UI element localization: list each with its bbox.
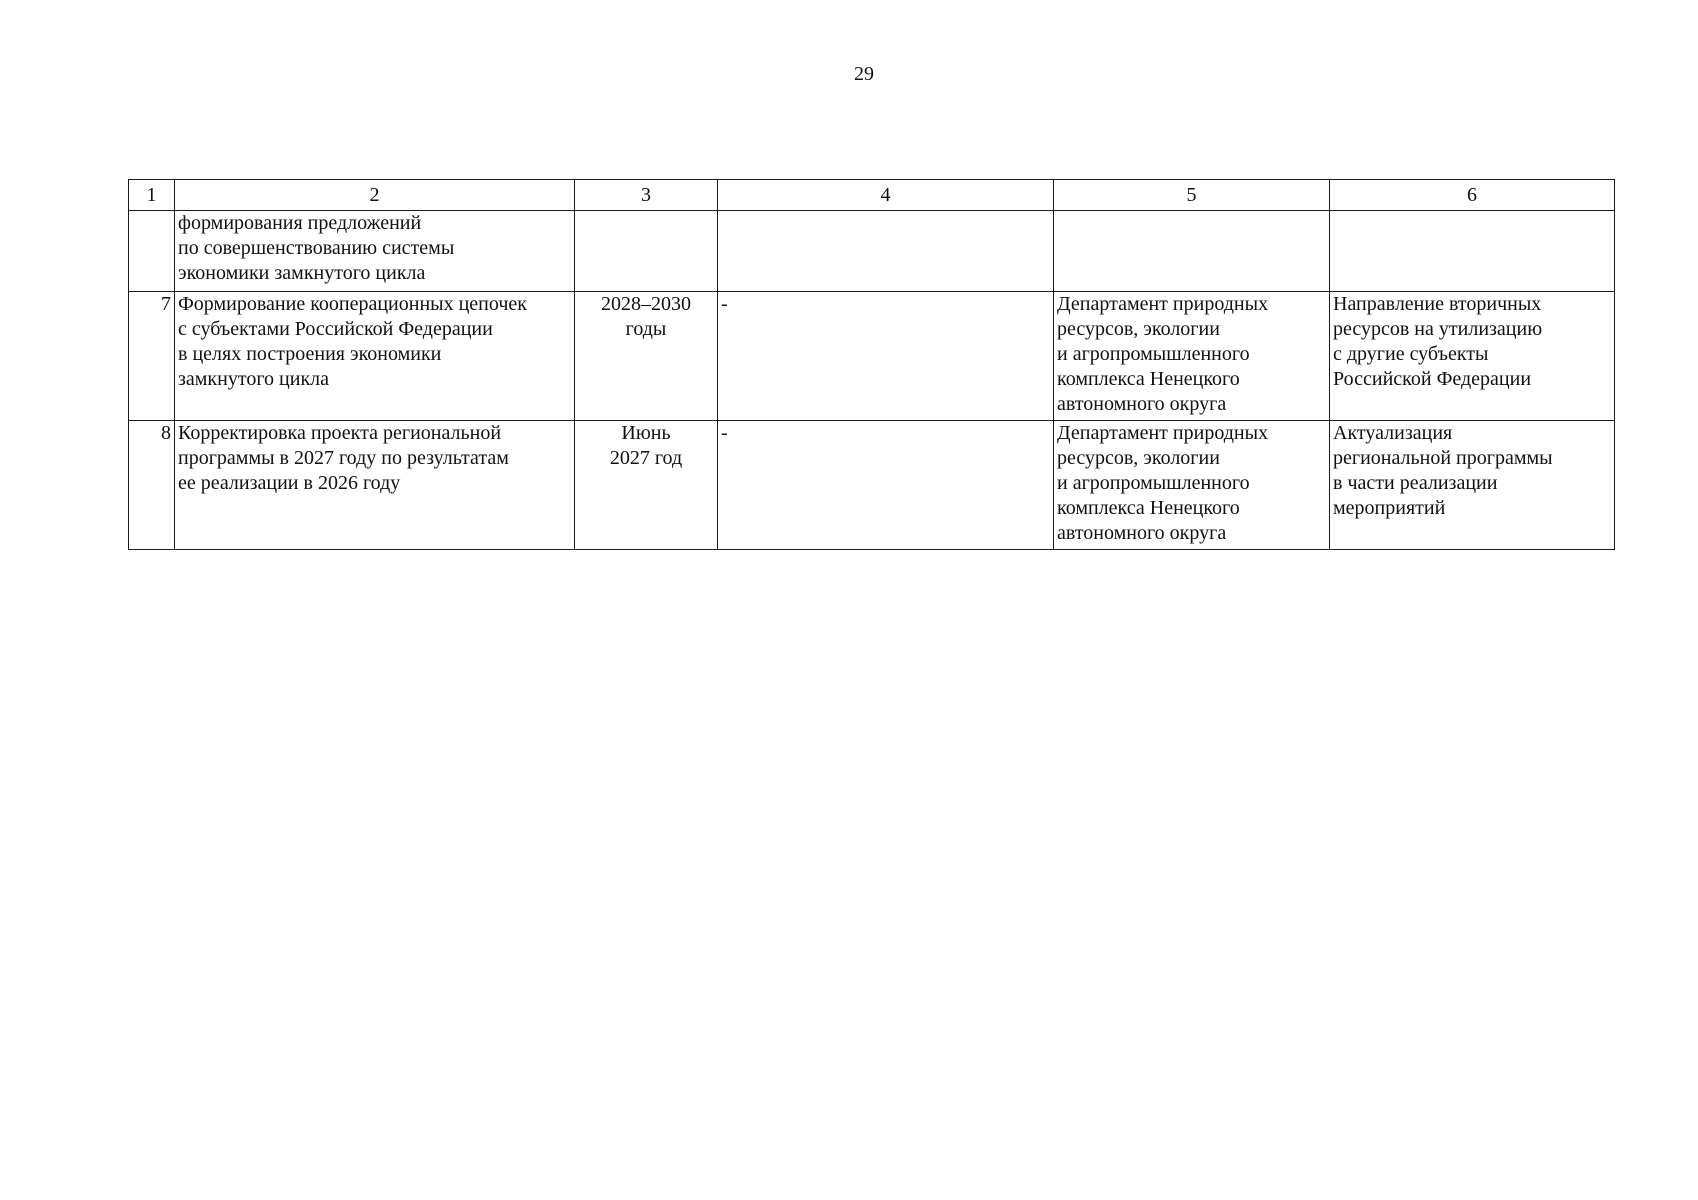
col4-cell (718, 211, 1054, 292)
term-cell (575, 211, 718, 292)
measure-cell (175, 421, 575, 550)
row-number (129, 211, 175, 292)
measure-cell (175, 211, 575, 292)
header-cell-2: 2 (175, 180, 575, 211)
result-line: Российской Федерации (1333, 368, 1532, 390)
col4-cell: - (718, 421, 1054, 550)
result-line: мероприятий (1333, 497, 1446, 519)
term-cell (575, 292, 718, 421)
result-line: Актуализация (1333, 422, 1453, 444)
measure-line: формирования предложений (178, 212, 422, 234)
result-line: с другие субъекты (1333, 343, 1489, 365)
result-cell (1330, 421, 1615, 550)
responsible-line: и агропромышленного (1057, 472, 1250, 494)
responsible-line: Департамент природных (1057, 422, 1269, 444)
responsible-line: ресурсов, экологии (1057, 447, 1220, 469)
result-line: ресурсов на утилизацию (1333, 318, 1543, 340)
measure-line: ее реализации в 2026 году (178, 472, 401, 494)
table-row (129, 211, 1615, 292)
responsible-cell (1054, 211, 1330, 292)
responsible-cell (1054, 421, 1330, 550)
responsible-line: автономного округа (1057, 522, 1227, 544)
responsible-line: Департамент природных (1057, 293, 1269, 315)
measure-line: Корректировка проекта региональной (178, 422, 502, 444)
responsible-line: комплекса Ненецкого (1057, 497, 1240, 519)
header-cell-3: 3 (575, 180, 718, 211)
term-line: годы (625, 318, 667, 340)
term-cell (575, 421, 718, 550)
result-line: региональной программы (1333, 447, 1553, 469)
measures-table (128, 179, 1615, 550)
result-cell (1330, 292, 1615, 421)
header-cell-1: 1 (129, 180, 175, 211)
measure-line: Формирование кооперационных цепочек (178, 293, 528, 315)
header-cell-6: 6 (1330, 180, 1615, 211)
header-cell-4: 4 (718, 180, 1054, 211)
measure-cell (175, 292, 575, 421)
responsible-line: автономного округа (1057, 393, 1227, 415)
table-row (129, 421, 1615, 550)
measure-line: в целях построения экономики (178, 343, 442, 365)
measure-line: с субъектами Российской Федерации (178, 318, 493, 340)
result-line: в части реализации (1333, 472, 1498, 494)
responsible-line: комплекса Ненецкого (1057, 368, 1240, 390)
result-cell (1330, 211, 1615, 292)
measure-line: экономики замкнутого цикла (178, 262, 426, 284)
measure-line: по совершенствованию системы (178, 237, 455, 259)
measure-line: программы в 2027 году по результатам (178, 447, 509, 469)
responsible-line: и агропромышленного (1057, 343, 1250, 365)
row-number: 8 (129, 421, 175, 550)
result-line: Направление вторичных (1333, 293, 1542, 315)
header-cell-5: 5 (1054, 180, 1330, 211)
term-line: Июнь (621, 422, 671, 444)
term-line: 2027 год (609, 447, 683, 469)
measure-line: замкнутого цикла (178, 368, 330, 390)
col4-cell: - (718, 292, 1054, 421)
responsible-line: ресурсов, экологии (1057, 318, 1220, 340)
table-row (129, 292, 1615, 421)
table-header-row (129, 180, 1615, 211)
row-number: 7 (129, 292, 175, 421)
responsible-cell (1054, 292, 1330, 421)
term-line: 2028–2030 (601, 293, 691, 315)
page-number: 29 (854, 63, 874, 85)
